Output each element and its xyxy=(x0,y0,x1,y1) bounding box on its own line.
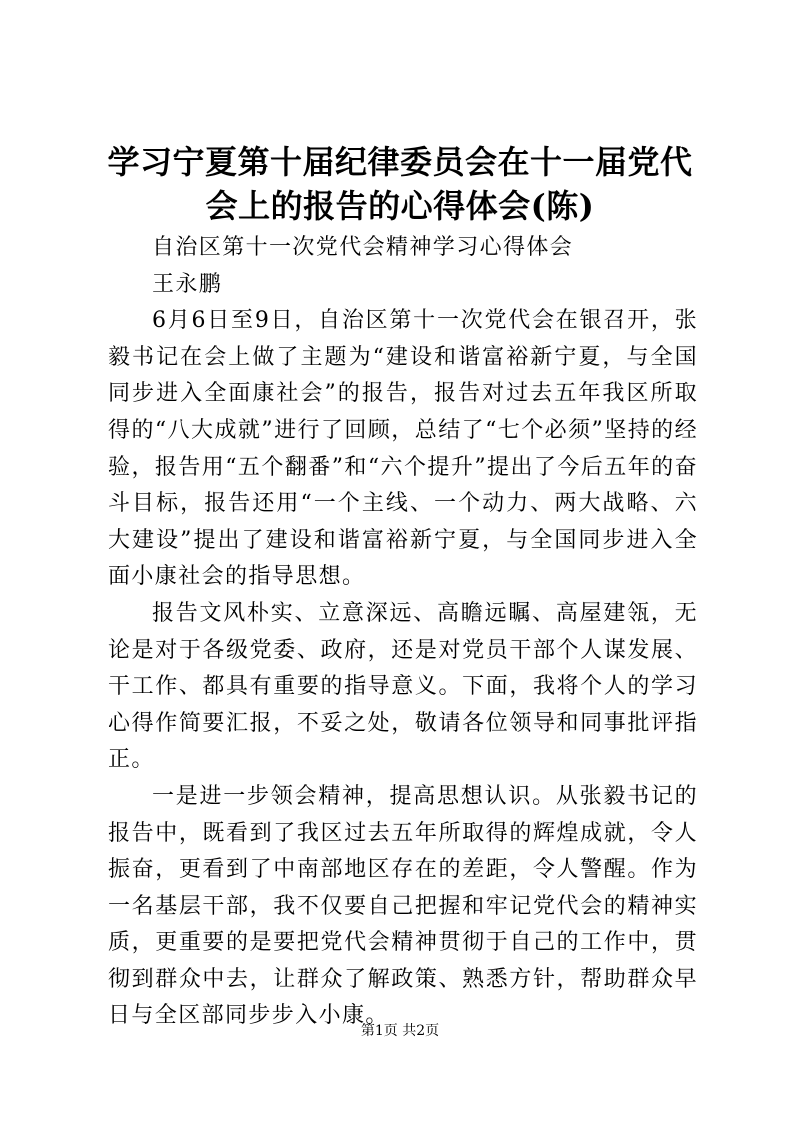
page-footer: 第1页 共2页 xyxy=(360,1023,440,1039)
body-paragraph: 报告文风朴实、立意深远、高瞻远瞩、高屋建瓴，无论是对于各级党委、政府，还是对党员干部个人谋发展、干工作、都具有重要的指导意义。下面，我将个人的学习心得作简要汇报，不妥之处，敬请各位领导和同事批评指正。 xyxy=(108,600,698,773)
subtitle-paragraph: 自治区第十一次党代会精神学习心得体会 xyxy=(152,235,574,260)
author-paragraph: 王永鹏 xyxy=(152,271,223,297)
body-paragraph: 6月6日至9日，自治区第十一次党代会在银召开，张毅书记在会上做了主题为“建设和谐富裕新宁夏，与全国同步进入全面康社会”的报告，报告对过去五年我区所取得的“八大成就”进行了回顾，总结了“七个必须”坚持的经验，报告用“五个翻番”和“六个提升”提出了今后五年的奋斗目标，报告还用“一个主线、一个动力、两大战略、六大建设”提出了建设和谐富裕新宁夏，与全国同步进入全面小康社会的指导思想。 xyxy=(108,308,698,590)
document-title: 学习宁夏第十届纪律委员会在十一届党代会上的报告的心得体会(陈) xyxy=(107,143,693,225)
document-body xyxy=(108,230,698,1035)
body-paragraph: 一是进一步领会精神，提高思想认识。从张毅书记的报告中，既看到了我区过去五年所取得的辉煌成就，令人振奋，更看到了中南部地区存在的差距，令人警醒。作为一名基层干部，我不仅要自己把握和牢记党代会的精神实质，更重要的是要把党代会精神贯彻于自己的工作中，贯彻到群众中去，让群众了解政策、熟悉方针，帮助群众早日与全区部同步步入小康。 xyxy=(108,783,698,1029)
